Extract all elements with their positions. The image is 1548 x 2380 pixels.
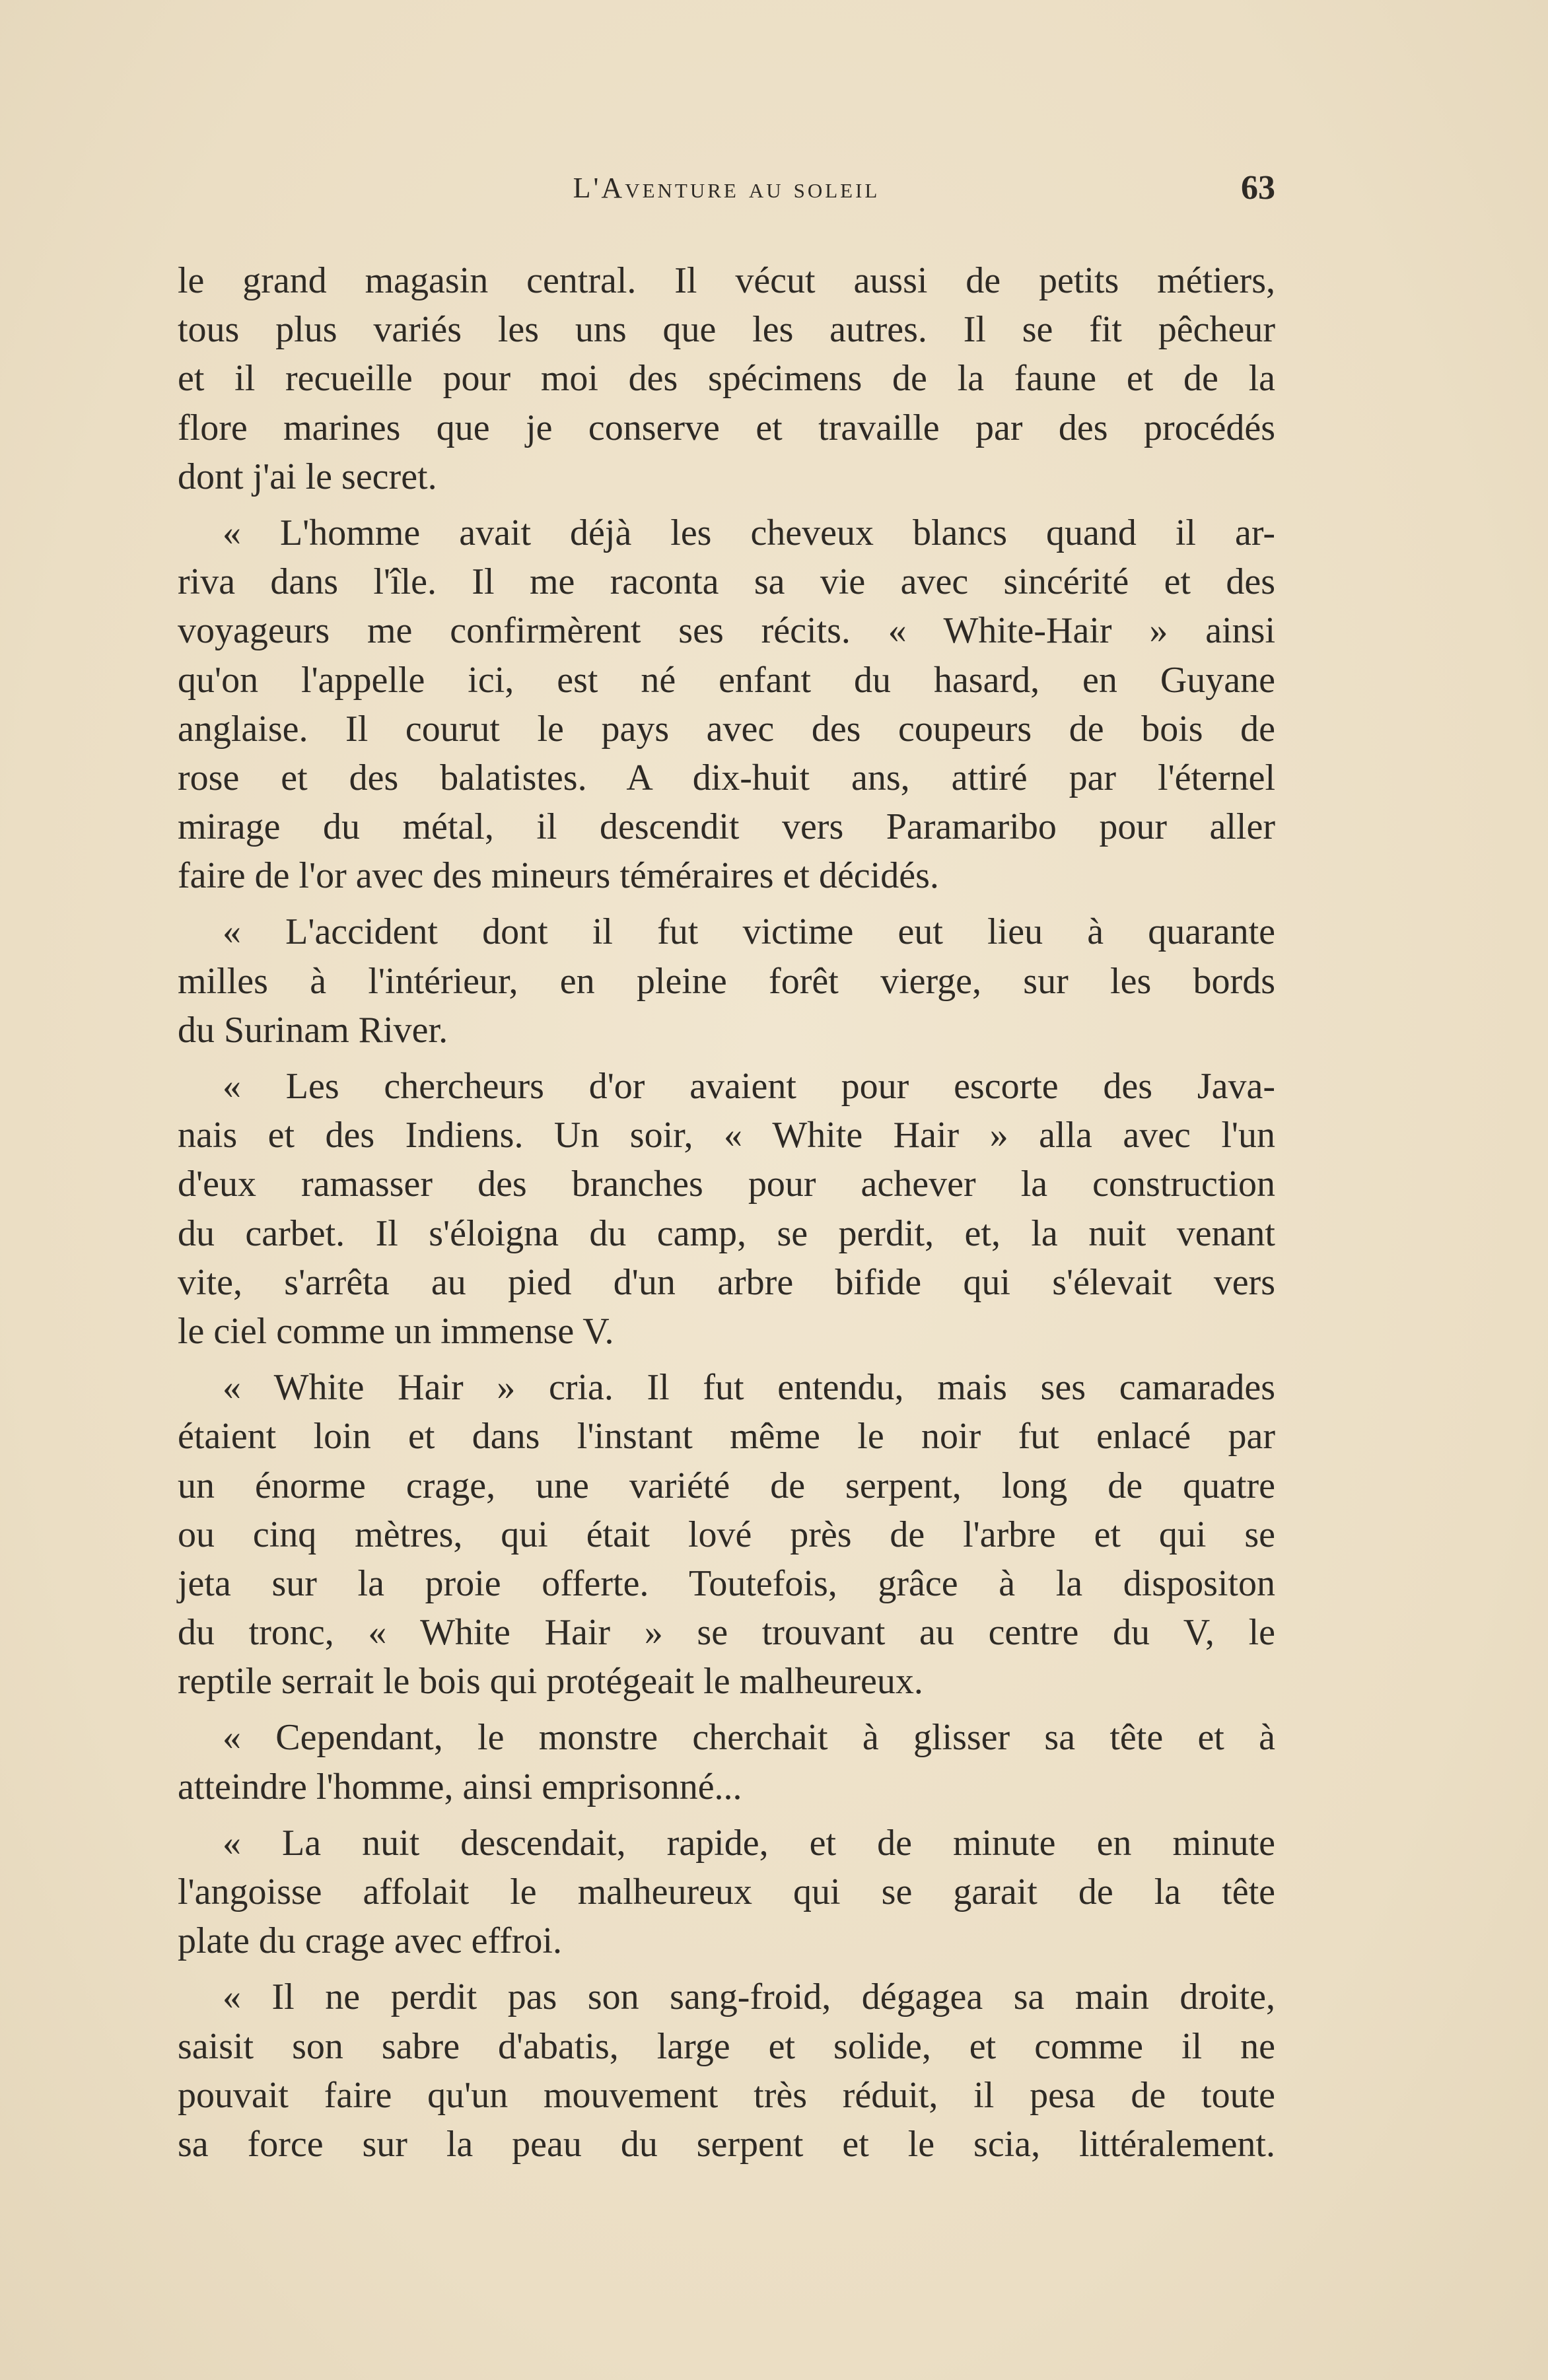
text-line: qu'on l'appelle ici, est né enfant du hasard, en Guyane xyxy=(178,659,1275,701)
running-title: L'Aventure au soleil xyxy=(573,172,880,204)
page-header xyxy=(178,164,1275,213)
text-line: reptile serrait le bois qui protégeait le malheureux. xyxy=(178,1661,923,1702)
text-line: du carbet. Il s'éloigna du camp, se perdit, et, la nuit venant xyxy=(178,1212,1275,1254)
text-line: vite, s'arrêta au pied d'un arbre bifide qui s'élevait vers xyxy=(178,1261,1275,1303)
page-number: 63 xyxy=(1241,169,1275,207)
text-line: nais et des Indiens. Un soir, « White Hair » alla avec l'un xyxy=(178,1115,1275,1156)
text-line: du tronc, « White Hair » se trouvant au centre du V, le xyxy=(178,1612,1275,1654)
text-line: pouvait faire qu'un mouvement très réduit, il pesa de toute xyxy=(178,2074,1275,2116)
paragraph xyxy=(178,907,1275,1055)
text-line: ou cinq mètres, qui était lové près de l'arbre et qui se xyxy=(178,1514,1275,1555)
text-line: milles à l'intérieur, en pleine forêt vierge, sur les bords xyxy=(178,960,1275,1002)
text-line: saisit son sabre d'abatis, large et solide, et comme il ne xyxy=(178,2025,1275,2067)
text-line: tous plus variés les uns que les autres. Il se fit pêcheur xyxy=(178,309,1275,351)
text-line: « Il ne perdit pas son sang-froid, dégagea sa main droite, xyxy=(223,1977,1275,2018)
text-line: dont j'ai le secret. xyxy=(178,456,437,497)
paragraph xyxy=(178,1973,1275,2169)
paragraph xyxy=(178,508,1275,901)
text-line: et il recueille pour moi des spécimens de la faune et de la xyxy=(178,358,1275,400)
text-line: anglaise. Il courut le pays avec des coupeurs de bois de xyxy=(178,708,1275,750)
body-text xyxy=(178,256,1275,2169)
text-line: l'angoisse affolait le malheureux qui se garait de la tête xyxy=(178,1872,1275,1912)
text-line: un énorme crage, une variété de serpent, long de quatre xyxy=(178,1465,1275,1506)
text-line: atteindre l'homme, ainsi emprisonné... xyxy=(178,1766,742,1807)
text-line: « L'homme avait déjà les cheveux blancs quand il ar- xyxy=(223,512,1275,553)
text-line: rose et des balatistes. A dix-huit ans, attiré par l'éternel xyxy=(178,757,1275,798)
paragraph xyxy=(178,1062,1275,1356)
text-line: le grand magasin central. Il vécut aussi de petits métiers, xyxy=(178,260,1275,301)
text-line: « L'accident dont il fut victime eut lieu à quarante xyxy=(223,911,1275,953)
text-line: « White Hair » cria. Il fut entendu, mais ses camarades xyxy=(223,1367,1275,1409)
text-line: « La nuit descendait, rapide, et de minute en minute xyxy=(223,1822,1275,1864)
text-line: « Les chercheurs d'or avaient pour escorte des Java- xyxy=(223,1066,1275,1107)
text-line: riva dans l'île. Il me raconta sa vie avec sincérité et des xyxy=(178,561,1275,603)
text-line: étaient loin et dans l'instant même le noir fut enlacé par xyxy=(178,1416,1275,1457)
text-line: plate du crage avec effroi. xyxy=(178,1920,562,1962)
text-line: faire de l'or avec des mineurs téméraires et décidés. xyxy=(178,855,939,897)
paragraph xyxy=(178,1819,1275,1966)
text-line: sa force sur la peau du serpent et le scia, littéralement. xyxy=(178,2123,1275,2165)
text-line: le ciel comme un immense V. xyxy=(178,1310,614,1352)
paragraph xyxy=(178,1713,1275,1811)
text-line: du Surinam River. xyxy=(178,1009,448,1051)
text-line: jeta sur la proie offerte. Toutefois, grâce à la dispositon xyxy=(178,1562,1275,1604)
text-line: d'eux ramasser des branches pour achever la construction xyxy=(178,1164,1275,1205)
text-line: « Cependant, le monstre cherchait à glisser sa tête et à xyxy=(223,1717,1275,1759)
text-line: voyageurs me confirmèrent ses récits. « White-Hair » ainsi xyxy=(178,610,1275,652)
paragraph xyxy=(178,1363,1275,1706)
text-line: mirage du métal, il descendit vers Paramaribo pour aller xyxy=(178,806,1275,848)
text-line: flore marines que je conserve et travaille par des procédés xyxy=(178,407,1275,448)
paragraph xyxy=(178,256,1275,501)
